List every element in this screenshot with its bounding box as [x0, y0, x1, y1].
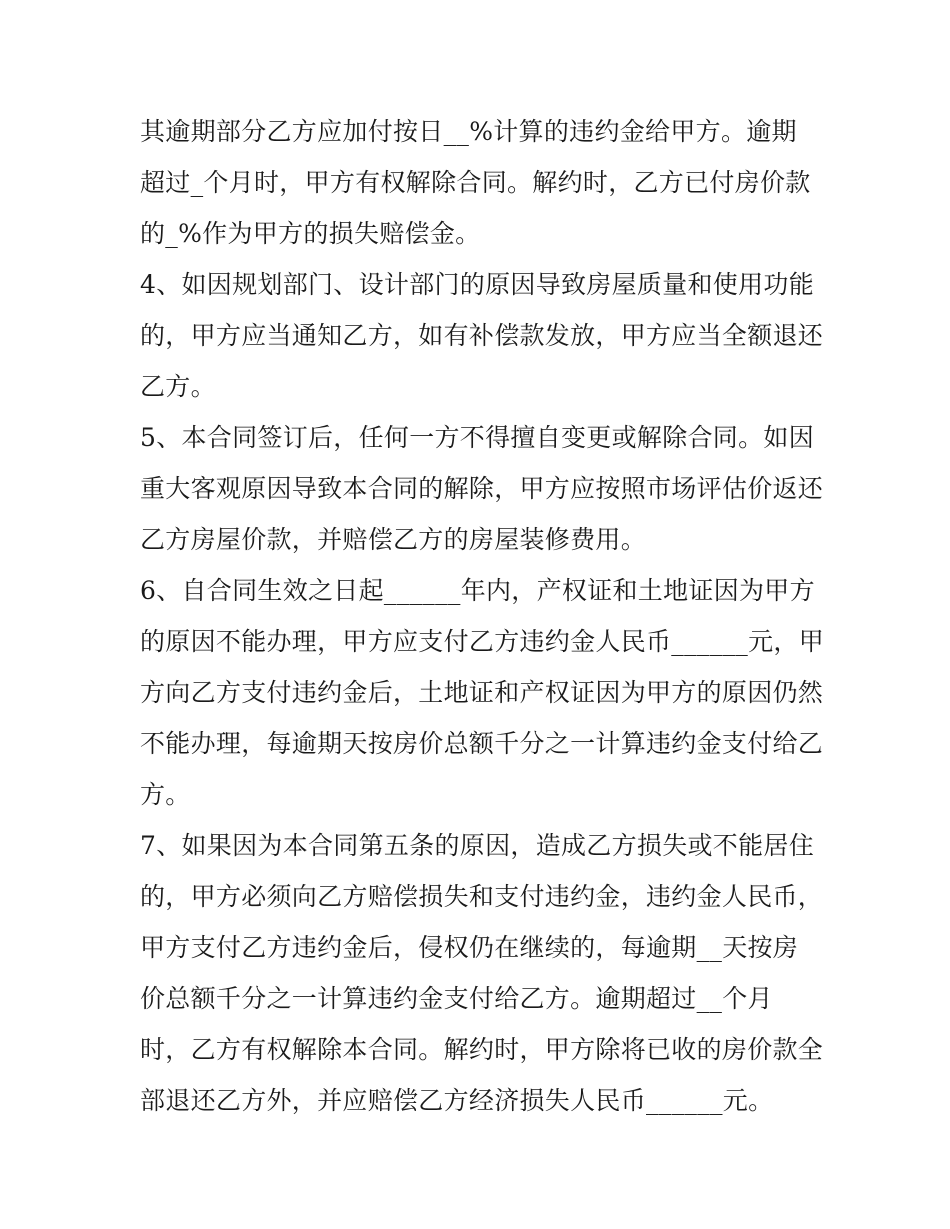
- text-line: 的，甲方必须向乙方赔偿损失和支付违约金，违约金人民币，: [140, 882, 824, 911]
- text-line: 乙方。: [140, 372, 216, 401]
- text-line: 甲方支付乙方违约金后，侵权仍在继续的，每逾期__天按房: [140, 933, 799, 962]
- text-line: 乙方房屋价款，并赔偿乙方的房屋装修费用。: [140, 525, 647, 554]
- clause-4-line: 4、如因规划部门、设计部门的原因导致房屋质量和使用功能: [140, 270, 815, 299]
- text-line: 不能办理，每逾期天按房价总额千分之一计算违约金支付给乙: [140, 729, 824, 758]
- clause-6-line: 6、自合同生效之日起______年内，产权证和土地证因为甲方: [140, 576, 815, 605]
- text-line: 重大客观原因导致本合同的解除，甲方应按照市场评估价返还: [140, 474, 824, 503]
- text-line: 超过_个月时，甲方有权解除合同。解约时，乙方已付房价款: [140, 168, 811, 197]
- text-line: 价总额千分之一计算违约金支付给乙方。逾期超过__个月: [140, 984, 773, 1013]
- document-body: [140, 106, 830, 1126]
- clause-7-line: 7、如果因为本合同第五条的原因，造成乙方损失或不能居住: [140, 831, 815, 860]
- text-line: 的原因不能办理，甲方应支付乙方违约金人民币______元，甲: [140, 627, 825, 656]
- text-line: 部退还乙方外，并应赔偿乙方经济损失人民币______元。: [140, 1086, 774, 1115]
- text-line: 的_%作为甲方的损失赔偿金。: [140, 219, 481, 248]
- clause-5-line: 5、本合同签订后，任何一方不得擅自变更或解除合同。如因: [140, 423, 815, 452]
- text-line: 的，甲方应当通知乙方，如有补偿款发放，甲方应当全额退还: [140, 321, 824, 350]
- text-line: 方向乙方支付违约金后，土地证和产权证因为甲方的原因仍然: [140, 678, 824, 707]
- text-line: 时，乙方有权解除本合同。解约时，甲方除将已收的房价款全: [140, 1035, 824, 1064]
- text-line: 其逾期部分乙方应加付按日__%计算的违约金给甲方。逾期: [140, 117, 797, 146]
- text-line: 方。: [140, 780, 191, 809]
